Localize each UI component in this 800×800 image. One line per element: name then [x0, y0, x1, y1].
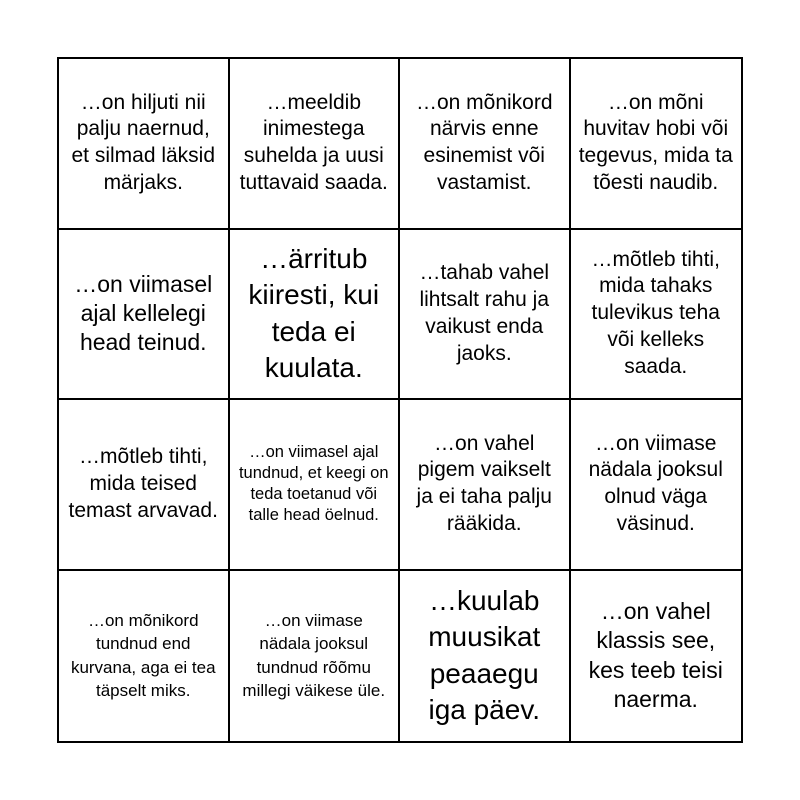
bingo-cell[interactable]: [230, 59, 401, 230]
cell-text: …on mõnikord tundnud end kurvana, aga ei tea täpselt miks.: [70, 610, 216, 701]
cell-text: …ärritub kiiresti, kui teda ei kuulata.: [248, 242, 380, 384]
cell-text: …tahab vahel lihtsalt rahu ja vaikust enda jaoks.: [419, 261, 550, 365]
bingo-cell[interactable]: [400, 59, 571, 230]
cell-text: …on viimasel ajal tundnud, et keegi on teda toetanud või talle head öelnud.: [238, 443, 389, 525]
bingo-cell[interactable]: [571, 400, 742, 571]
cell-text: …meeldib inimestega suhelda ja uusi tuttavaid saada.: [239, 90, 388, 195]
bingo-card: [57, 57, 743, 743]
bingo-cell[interactable]: [59, 400, 230, 571]
bingo-cell[interactable]: [230, 400, 401, 571]
bingo-cell[interactable]: [571, 59, 742, 230]
bingo-cell[interactable]: [59, 571, 230, 742]
bingo-cell[interactable]: [59, 59, 230, 230]
cell-text: …on viimase nädala jooksul tundnud rõõmu millegi väikese üle.: [242, 610, 386, 701]
bingo-cell[interactable]: [230, 571, 401, 742]
cell-text: …on viimase nädala jooksul olnud väga väsinud.: [588, 431, 723, 536]
cell-text: …kuulab muusikat peaaegu iga päev.: [428, 584, 541, 726]
cell-text: …on mõni huvitav hobi või tegevus, mida ta tõesti naudib.: [578, 90, 733, 195]
cell-text: …on viimasel ajal kellelegi head teinud.: [74, 270, 213, 356]
bingo-cell[interactable]: [400, 400, 571, 571]
bingo-cell[interactable]: [571, 230, 742, 401]
cell-text: …on vahel klassis see, kes teeb teisi naerma.: [588, 597, 723, 713]
cell-text: …on mõnikord närvis enne esinemist või vastamist.: [415, 90, 553, 195]
cell-text: …on vahel pigem vaikselt ja ei taha palju rääkida.: [416, 431, 552, 536]
cell-text: …mõtleb tihti, mida teised temast arvavad.: [68, 444, 218, 522]
bingo-cell[interactable]: [230, 230, 401, 401]
cell-text: …mõtleb tihti, mida tahaks tulevikus teha või kelleks saada.: [591, 247, 720, 379]
bingo-cell[interactable]: [400, 571, 571, 742]
bingo-cell[interactable]: [571, 571, 742, 742]
cell-text: …on hiljuti nii palju naernud, et silmad läksid märjaks.: [71, 90, 216, 195]
bingo-cell[interactable]: [400, 230, 571, 401]
bingo-cell[interactable]: [59, 230, 230, 401]
